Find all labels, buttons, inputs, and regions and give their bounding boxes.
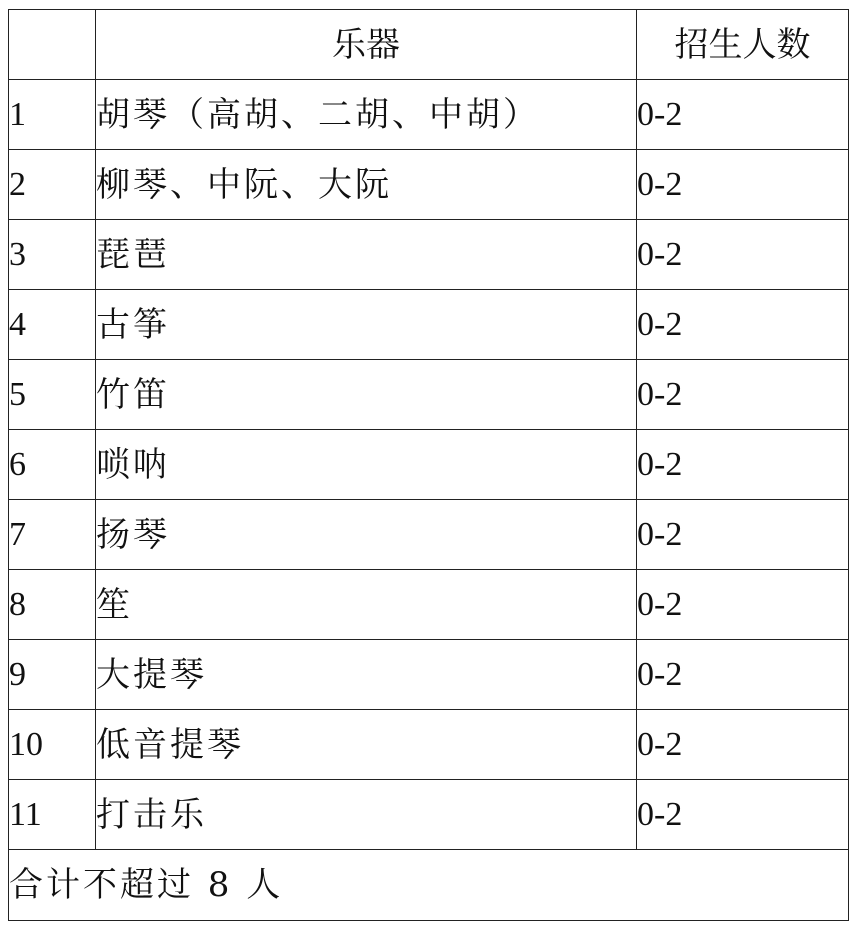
row-number: 8 [9,570,96,640]
row-count: 0-2 [637,710,849,780]
row-number: 9 [9,640,96,710]
row-number: 3 [9,220,96,290]
table-row [9,430,849,500]
row-instrument: 琵琶 [96,220,637,290]
row-number: 11 [9,780,96,850]
table-row [9,640,849,710]
row-number: 4 [9,290,96,360]
row-instrument: 柳琴、中阮、大阮 [96,150,637,220]
row-count: 0-2 [637,500,849,570]
header-number [9,10,96,80]
table-row [9,360,849,430]
row-number: 6 [9,430,96,500]
total-row [9,850,849,921]
row-instrument: 低音提琴 [96,710,637,780]
row-instrument: 胡琴（高胡、二胡、中胡） [96,80,637,150]
table-row [9,500,849,570]
row-count: 0-2 [637,780,849,850]
row-instrument: 唢呐 [96,430,637,500]
row-count: 0-2 [637,360,849,430]
row-number: 2 [9,150,96,220]
row-number: 7 [9,500,96,570]
row-instrument: 笙 [96,570,637,640]
header-instrument: 乐器 [96,10,637,80]
row-count: 0-2 [637,80,849,150]
total-note: 合计不超过 8 人 [9,850,849,921]
table-row [9,570,849,640]
header-count: 招生人数 [637,10,849,80]
row-number: 5 [9,360,96,430]
row-count: 0-2 [637,290,849,360]
row-instrument: 古筝 [96,290,637,360]
table-row [9,290,849,360]
table-row [9,710,849,780]
row-instrument: 竹笛 [96,360,637,430]
table-row [9,780,849,850]
row-count: 0-2 [637,220,849,290]
table-row [9,220,849,290]
row-instrument: 大提琴 [96,640,637,710]
row-count: 0-2 [637,640,849,710]
row-number: 10 [9,710,96,780]
row-count: 0-2 [637,570,849,640]
table-row [9,150,849,220]
row-count: 0-2 [637,430,849,500]
row-instrument: 打击乐 [96,780,637,850]
row-number: 1 [9,80,96,150]
row-instrument: 扬琴 [96,500,637,570]
row-count: 0-2 [637,150,849,220]
enrollment-table [8,9,849,921]
table-row [9,80,849,150]
header-row [9,10,849,80]
